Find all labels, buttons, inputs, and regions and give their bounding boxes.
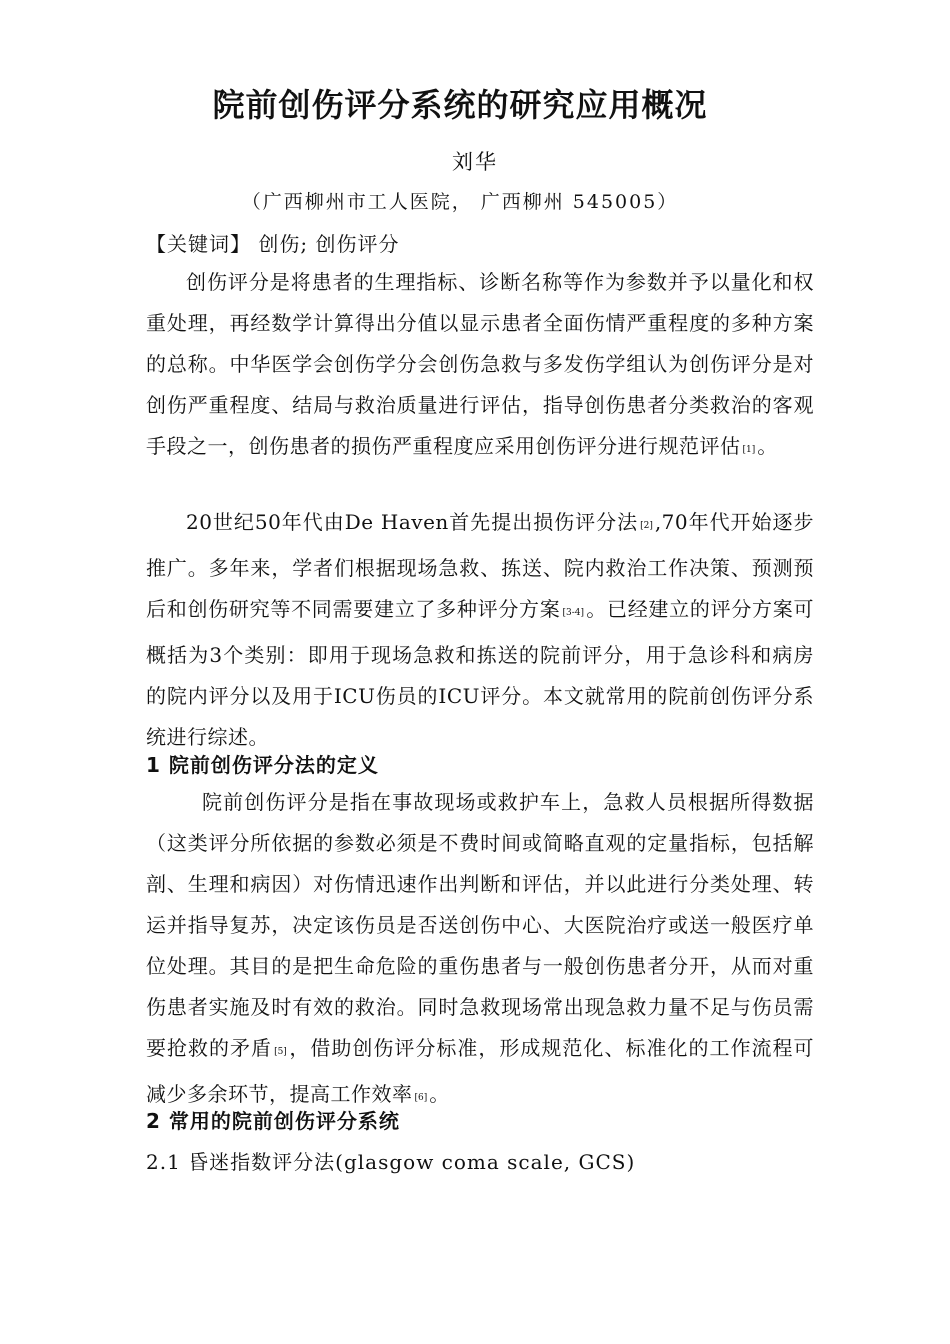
citation-ref: [2]	[640, 521, 653, 531]
author-affiliation: （广西柳州市工人医院， 广西柳州 545005）	[241, 191, 679, 213]
citation-ref: [1]	[742, 445, 756, 455]
citation-ref: [3-4]	[562, 608, 585, 618]
subsection-heading-2-1: 2.1 昏迷指数评分法(glasgow coma scale, GCS)	[146, 1150, 636, 1174]
paragraph-history	[146, 502, 814, 758]
section-heading-2: 2 常用的院前创伤评分系统	[146, 1109, 400, 1133]
keywords-line	[146, 228, 826, 257]
citation-ref: [5]	[274, 1047, 287, 1057]
keywords-text: 创伤; 创伤评分	[251, 232, 400, 256]
paragraph-definition-text-a: 院前创伤评分是指在事故现场或救护车上，急救人员根据所得数据（这类评分所依据的参数必须是不费时间或简略直观的定量指标，包括解剖、生理和病因）对伤情迅速作出判断和评估，并以此进行分类处理、转运并指导复苏，决定该伤员是否送创伤中心、大医院治疗或送一般医疗单位处理。其目的是把生命危险的重伤患者与一般创伤患者分开，从而对重伤患者实施及时有效的救治。同时急救现场常出现急救力量不足与伤员需要抢救的矛盾	[146, 790, 814, 1060]
paragraph-history-text-c: 。已经建立的评分方案可概括为3个类别：即用于现场急救和拣送的院前评分，用于急诊科和病房的院内评分以及用于ICU伤员的ICU评分。本文就常用的院前创伤评分系统进行综述。	[146, 597, 815, 749]
keywords-label: 【关键词】	[146, 232, 251, 256]
paragraph-history-text-b: ,70年代开始逐步推广。多年来，学者们根据现场急救、拣送、院内救治工作决策、预测预后和创伤研究等不同需要建立了多种评分方案	[146, 510, 814, 621]
citation-ref: [6]	[414, 1093, 428, 1103]
paragraph-intro-text: 创伤评分是将患者的生理指标、诊断名称等作为参数并予以量化和权重处理，再经数学计算得出分值以显示患者全面伤情严重程度的多种方案的总称。中华医学会创伤学分会创伤急救与多发伤学组认为创伤评分是对创伤严重程度、结局与救治质量进行评估，指导创伤患者分类救治的客观手段之一，创伤患者的损伤严重程度应采用创伤评分进行规范评估	[146, 270, 814, 458]
paragraph-intro-end: 。	[757, 434, 778, 458]
author-name: 刘华	[452, 150, 498, 174]
section-heading-1: 1 院前创伤评分法的定义	[146, 753, 379, 777]
paragraph-history-text-a: 20世纪50年代由De Haven首先提出损伤评分法	[186, 510, 639, 534]
paragraph-definition-text-b: ，借助创伤评分标准，形成规范化、标准化的工作流程可减少多余环节，提高工作效率	[146, 1036, 815, 1106]
paragraph-definition	[146, 782, 814, 1120]
paragraph-definition-end: 。	[429, 1082, 450, 1106]
paper-title: 院前创伤评分系统的研究应用概况	[212, 86, 708, 124]
paragraph-intro	[146, 262, 814, 472]
